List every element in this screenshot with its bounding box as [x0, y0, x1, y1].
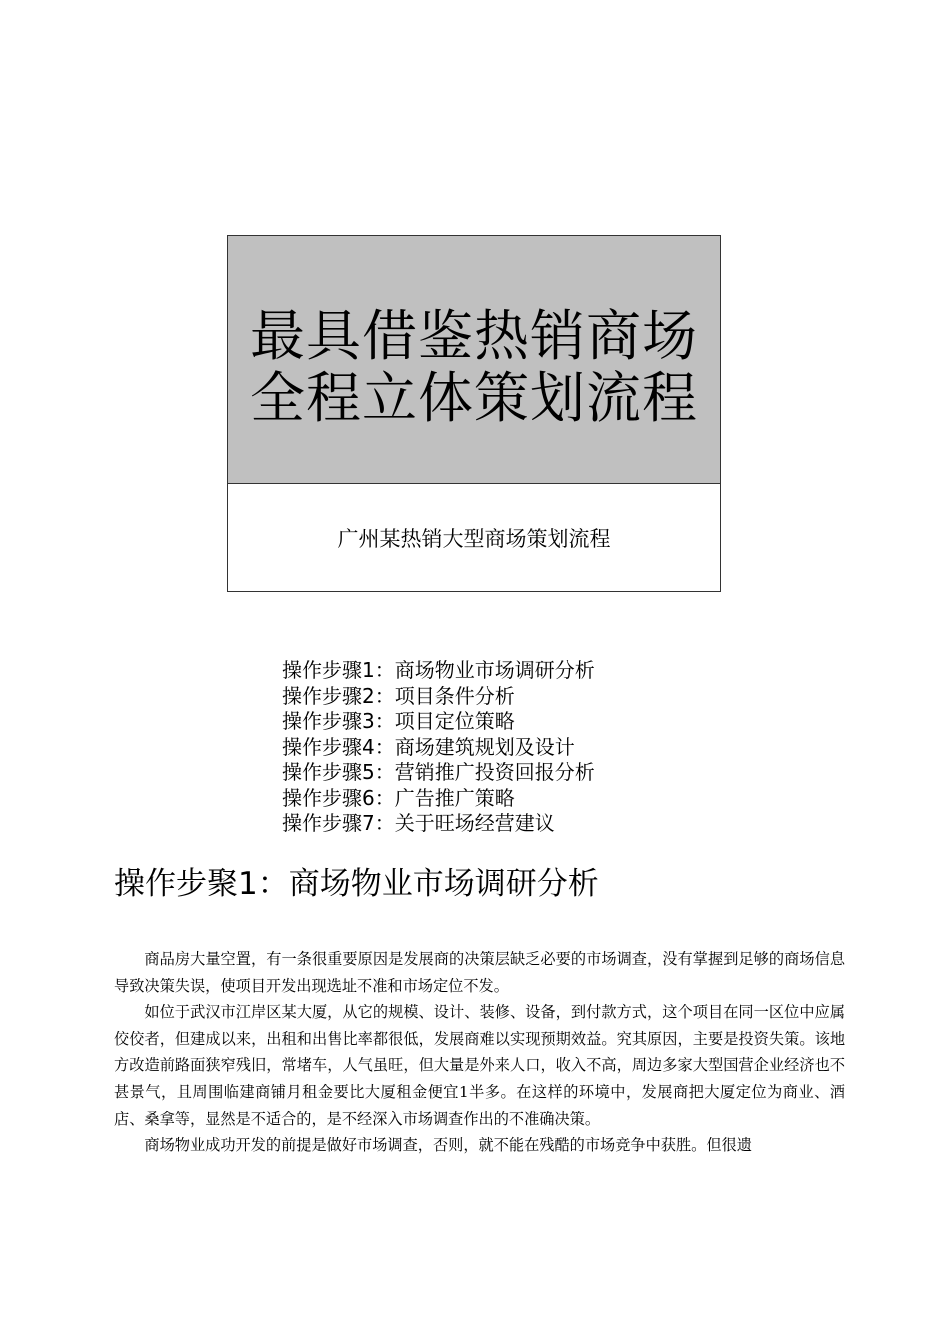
- cover-subtitle: 广州某热销大型商场策划流程: [337, 527, 611, 551]
- toc-item-5: 操作步骤5：营销推广投资回报分析: [282, 760, 595, 784]
- body-paragraph-1: 商品房大量空置，有一条很重要原因是发展商的决策层缺乏必要的市场调查，没有掌握到足够的商场信息导致决策失误，使项目开发出现选址不准和市场定位不发。: [114, 950, 845, 995]
- toc-item-1: 操作步骤1：商场物业市场调研分析: [282, 658, 595, 682]
- body-paragraph-2: 如位于武汉市江岸区某大厦，从它的规模、设计、装修、设备，到付款方式，这个项目在同一区位中应属佼佼者，但建成以来，出租和出售比率都很低，发展商难以实现预期效益。究其原因，主要是投资失策。该地方改造前路面狭窄残旧，常堵车，人气虽旺，但大量是外来人口，收入不高，周边多家大型国营企业经济也不甚景气，且周围临建商铺月租金要比大厦租金便宜1半多。在这样的环境中，发展商把大厦定位为商业、酒店、桑拿等，显然是不适合的，是不经深入市场调查作出的不准确决策。: [114, 1003, 845, 1128]
- table-of-contents: [282, 658, 595, 837]
- toc-item-7: 操作步骤7：关于旺场经营建议: [282, 811, 555, 835]
- cover-title-line-2: 全程立体策划流程: [249, 366, 698, 430]
- cover-title-area: [228, 236, 720, 484]
- body-paragraph-3: 商场物业成功开发的前提是做好市场调查，否则，就不能在残酷的市场竞争中获胜。但很遗: [144, 1136, 752, 1155]
- section-body: [114, 946, 845, 1159]
- toc-item-4: 操作步骤4：商场建筑规划及设计: [282, 734, 575, 759]
- cover-box: [227, 235, 721, 592]
- cover-title-line-1: 最具借鉴热销商场: [249, 304, 698, 368]
- toc-item-2: 操作步骤2：项目条件分析: [282, 683, 515, 708]
- toc-item-6: 操作步骤6：广告推广策略: [282, 785, 515, 810]
- toc-item-3: 操作步骤3：项目定位策略: [282, 709, 515, 733]
- section-heading: 操作步聚1：商场物业市场调研分析: [114, 866, 599, 902]
